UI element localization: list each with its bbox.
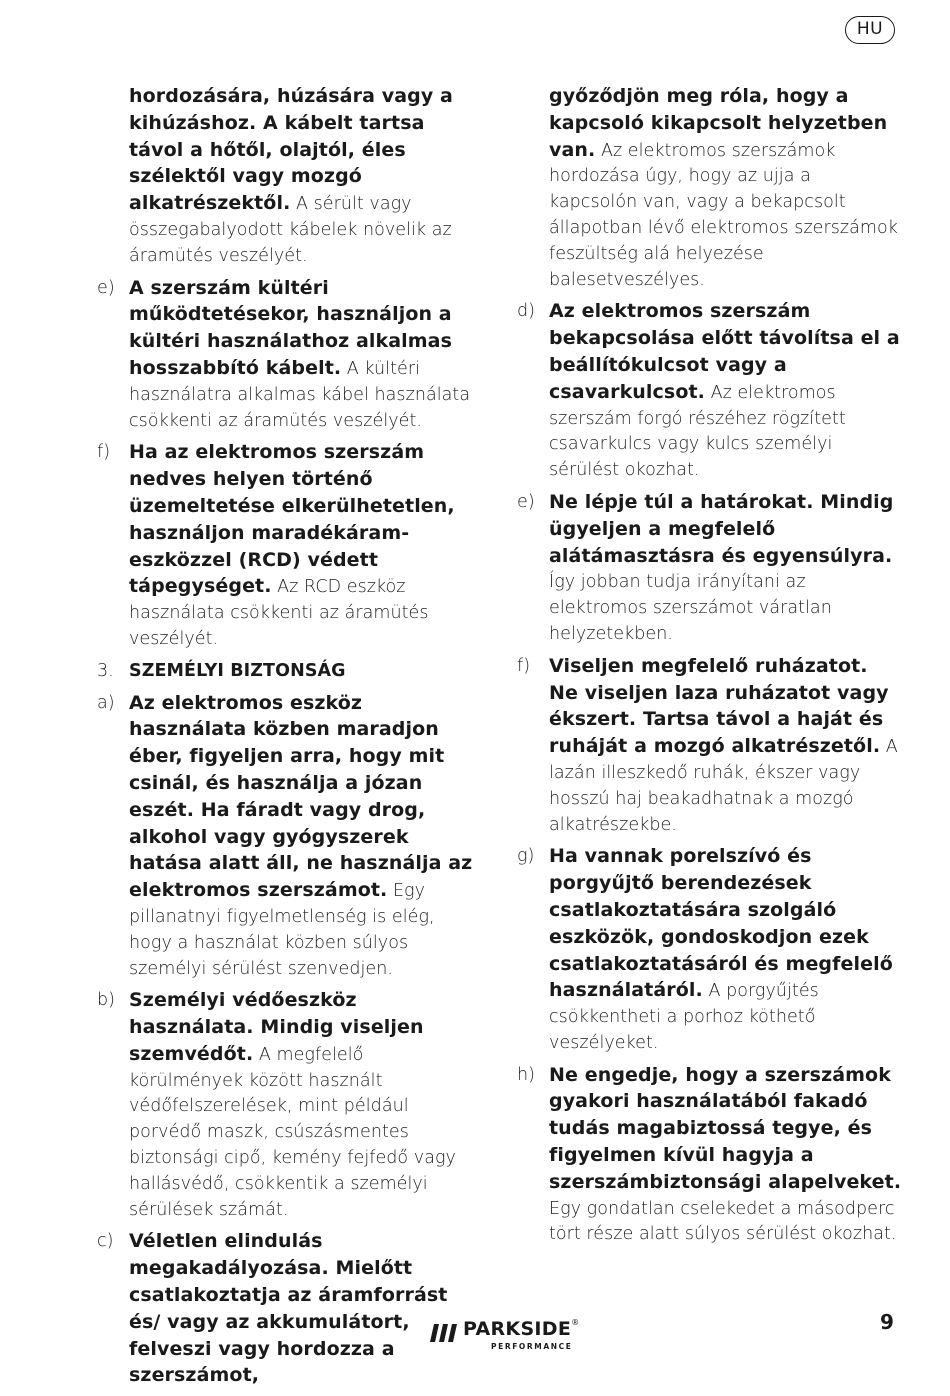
section-heading	[97, 659, 482, 685]
list-item-label: f)	[517, 655, 531, 676]
left-intro-normal: A sérült vagy összegabalyodott kábelek növelik az áramütés veszélyét.	[129, 194, 452, 266]
list-item-bold: Ne engedje, hogy a szerszámok gyakori használatából fakadó tudás magabiztossá tegye, és figyelmen kívül hagyja a szerszámbiztonsági alapelveket.	[549, 1063, 902, 1193]
list-item-f	[517, 654, 902, 839]
list-item-bold: Ha vannak porelszívó és porgyűjtő berendezések csatlakoztatására szolgáló eszközök, gondoskodjon ezek csatlakoztatásáról és megfelelő használatáról.	[549, 845, 893, 1002]
list-item-normal: A megfelelő körülmények között használt védőfelszerelések, mint például porvédő maszk, csúszásmentes biztonsági cipő, kemény fejfedő vagy hallásvédő, csökkentik a személyi sérülések számát.	[129, 1044, 456, 1220]
list-item-label: e)	[97, 277, 115, 298]
list-item-normal: Egy pillanatnyi figyelmetlenség is elég, hogy a használat közben súlyos személyi sérülést szenvedjen.	[129, 881, 435, 979]
list-item-a	[97, 691, 482, 983]
list-item-bold: Az elektromos szerszám bekapcsolása előtt távolítsa el a beállítókulcsot vagy a csavarkulcsot.	[549, 300, 900, 403]
left-intro-bold: hordozására, húzására vagy a kihúzáshoz. A kábelt tartsa távol a hőtől, olajtól, éles szélektől vagy mozgó alkatrészektől.	[129, 85, 453, 215]
list-item-b	[97, 988, 482, 1223]
list-item-normal: A lazán illeszkedő ruhák, ékszer vagy hosszú haj beakadhatnak a mozgó alkatrészekbe.	[549, 737, 898, 835]
list-item-f	[97, 440, 482, 652]
logo-stripes-icon	[430, 1324, 458, 1342]
parkside-logo	[430, 1318, 590, 1354]
left-intro-paragraph	[129, 84, 482, 270]
list-item-label: f)	[97, 442, 111, 463]
list-item-e	[97, 276, 482, 435]
list-item-bold: Az elektromos eszköz használata közben maradjon éber, figyeljen arra, hogy mit csinál, és használja a józan eszét. Ha fáradt vagy drog, alkohol vagy gyógyszerek hatása alatt áll, ne használja az elektromos szerszámot.	[129, 691, 473, 902]
list-item-d	[517, 299, 902, 484]
logo-wordmark: PARKSIDE®	[463, 1318, 580, 1340]
list-item-normal: A kültéri használatra alkalmas kábel használata csökkenti az áramütés veszélyét.	[129, 358, 471, 431]
list-item-label: g)	[517, 846, 535, 867]
list-item-g	[517, 844, 902, 1056]
list-item-label: e)	[517, 491, 535, 512]
list-item-bold: Személyi védőeszköz használata. Mindig viseljen szemvédőt.	[129, 989, 424, 1065]
left-column	[97, 84, 482, 1396]
page-number: 9	[880, 1310, 894, 1334]
list-item-normal: Az RCD eszköz használata csökkenti az áramütés veszélyét.	[129, 577, 429, 649]
list-item-bold: A szerszám kültéri működtetésekor, használjon a kültéri használathoz alkalmas hosszabbító kábelt.	[129, 276, 453, 379]
list-item-bold: Viseljen megfelelő ruházatot. Ne viseljen laza ruházatot vagy ékszert. Tartsa távol a haját és ruháját a mozgó alkatrészetől.	[549, 654, 889, 758]
logo-subtext: PERFORMANCE	[491, 1342, 573, 1351]
list-item-bold: Ne lépje túl a határokat. Mindig ügyeljen a megfelelő alátámasztásra és egyensúlyra.	[549, 490, 894, 567]
language-badge: HU	[845, 16, 895, 44]
list-item-label: c)	[97, 1231, 114, 1252]
section-number: 3.	[97, 660, 114, 681]
list-item-h	[517, 1063, 902, 1249]
list-item-bold: Ha az elektromos szerszám nedves helyen történő üzemeltetése elkerülhetetlen, használjon maradékáram-eszközzel (RCD) védett tápegységet.	[129, 441, 455, 598]
list-item-normal: Egy gondatlan cselekedet a másodperc tört része alatt súlyos sérülést okozhat.	[549, 1198, 897, 1245]
right-intro-normal: Az elektromos szerszámok hordozása úgy, hogy az ujja a kapcsolón van, vagy a bekapcsolt állapotban lévő elektromos szerszámok feszültség alá helyezése balesetveszélyes.	[549, 140, 898, 290]
right-column	[517, 84, 902, 1254]
list-item-label: d)	[517, 301, 536, 322]
list-item-label: h)	[517, 1064, 536, 1085]
right-intro-bold: győződjön meg róla, hogy a kapcsoló kikapcsolt helyzetben van.	[549, 85, 888, 161]
list-item-label: a)	[97, 692, 115, 713]
list-item-normal: Így jobban tudja irányítani az elektromos szerszámot váratlan helyzetekben.	[549, 572, 832, 644]
list-item-e	[517, 490, 902, 648]
right-intro-paragraph	[549, 84, 902, 293]
list-item-c	[97, 1229, 482, 1390]
list-item-bold: Véletlen elindulás megakadályozása. Mielőtt csatlakoztatja az áramforrást és/ vagy az akkumulátort, felveszi vagy hordozza a szerszámot,	[129, 1230, 448, 1387]
list-item-normal: Az elektromos szerszám forgó részéhez rögzített csavarkulcs vagy kulcs személyi sérülést okozhat.	[549, 382, 846, 481]
list-item-label: b)	[97, 990, 116, 1011]
list-item-normal: A porgyűjtés csökkentheti a porhoz köthető veszélyeket.	[549, 981, 819, 1053]
section-title: SZEMÉLYI BIZTONSÁG	[129, 660, 346, 681]
